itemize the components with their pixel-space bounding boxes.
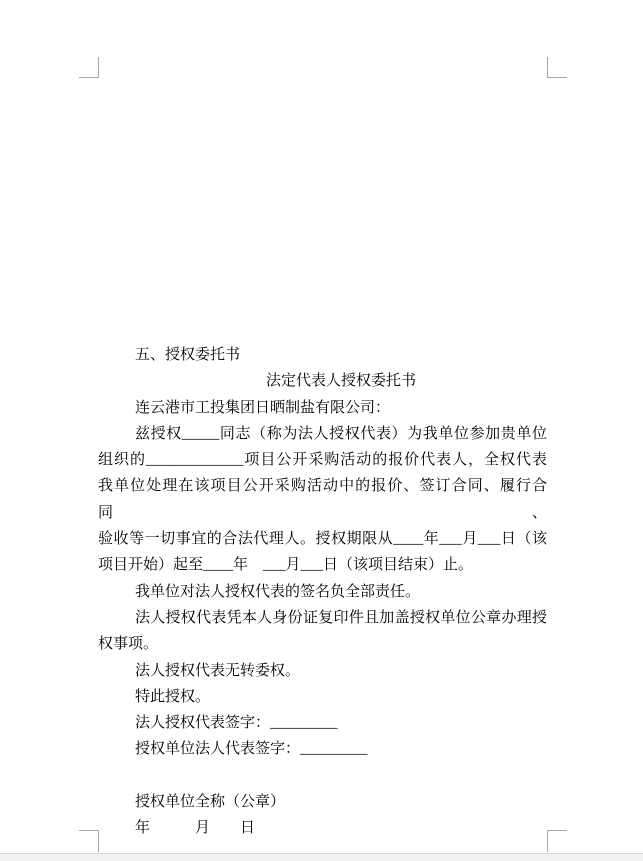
margin-crop-mark-top-left xyxy=(79,57,99,78)
margin-crop-mark-bottom-right xyxy=(547,830,567,852)
authorization-body-line-5: 项目开始）起至____年 ___月___日（该项目结束）止。 xyxy=(98,557,474,574)
unit-name-seal-line: 授权单位全称（公章） xyxy=(135,794,286,811)
authorization-body-line-3: 我单位处理在该项目公开采购活动中的报价、签订合同、履行合同、 xyxy=(98,478,547,521)
hereby-authorize-line: 特此授权。 xyxy=(135,688,211,705)
margin-crop-mark-top-right xyxy=(547,57,567,78)
authorization-body-line-1: 兹授权_____同志（称为法人授权代表）为我单位参加贵单位 xyxy=(135,425,547,442)
no-subdelegation-line: 法人授权代表无转委权。 xyxy=(135,662,301,679)
representative-signature-line: 法人授权代表签字：_________ xyxy=(135,715,338,732)
id-copy-seal-line-1: 法人授权代表凭本人身份证复印件且加盖授权单位公章办理授 xyxy=(135,609,547,626)
section-heading: 五、授权委托书 xyxy=(135,347,241,363)
legal-rep-signature-line: 授权单位法人代表签字：_________ xyxy=(135,741,368,758)
responsibility-line: 我单位对法人授权代表的签名负全部责任。 xyxy=(135,583,421,600)
id-copy-seal-line-2: 权事项。 xyxy=(98,636,159,653)
blank-line xyxy=(98,763,547,789)
document-text-area[interactable] xyxy=(98,342,547,842)
addressee-line: 连云港市工投集团日晒制盐有限公司： xyxy=(135,399,391,416)
margin-crop-mark-bottom-left xyxy=(79,830,99,852)
date-line: 年 月 日 xyxy=(135,820,256,837)
authorization-body-line-4: 验收等一切事宜的合法代理人。授权期限从____年___月___日（该 xyxy=(98,531,547,548)
document-title: 法定代表人授权委托书 xyxy=(265,373,416,390)
authorization-body-line-2: 组织的_____________项目公开采购活动的报价代表人，全权代表 xyxy=(98,452,547,469)
